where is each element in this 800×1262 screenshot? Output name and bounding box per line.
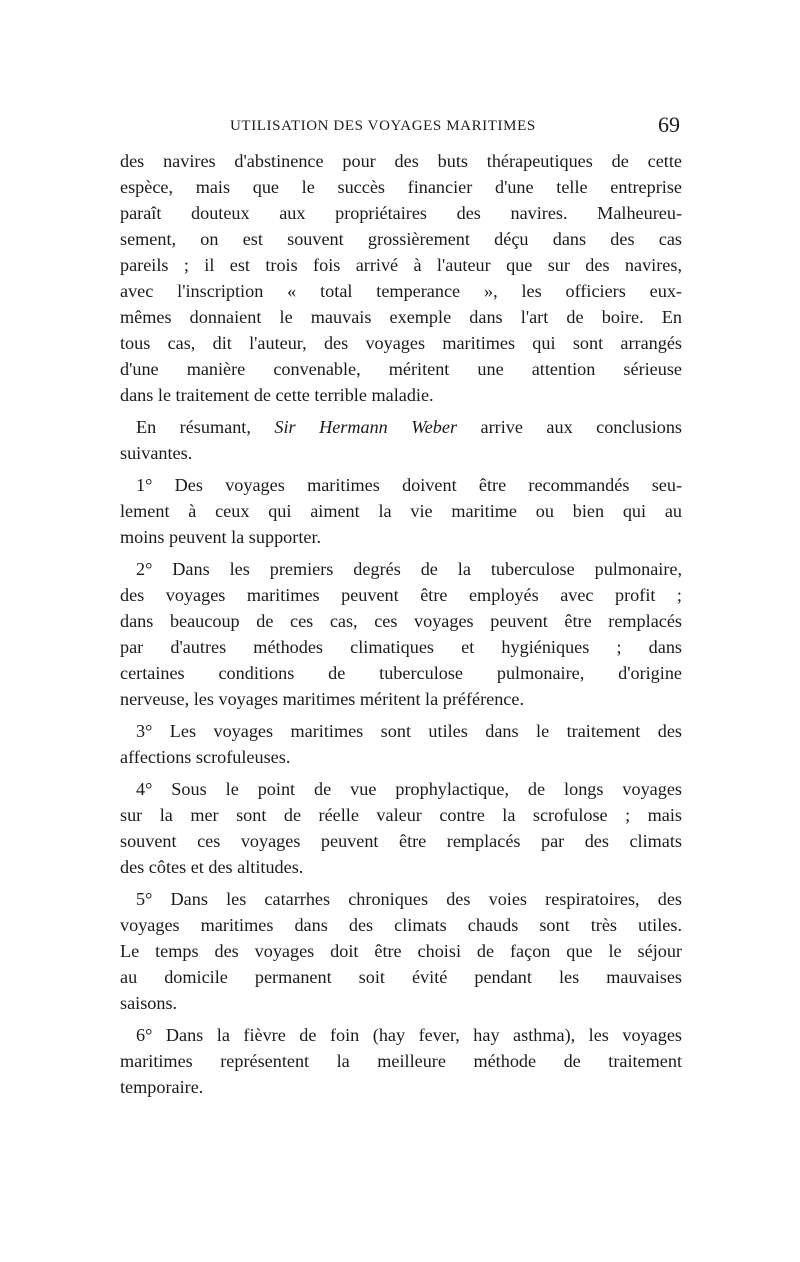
text-line <box>120 414 682 440</box>
text-line: tous cas, dit l'auteur, des voyages maritimes qui sont arrangés <box>120 333 682 353</box>
text-line: pareils ; il est trois fois arrivé à l'auteur que sur des navires, <box>120 255 682 275</box>
text-line: temporaire. <box>120 1077 204 1097</box>
text-line: paraît douteux aux propriétaires des navires. Malheureu- <box>120 203 682 223</box>
author-name: Sir Hermann Weber <box>274 417 458 437</box>
page-number: 69 <box>658 112 680 137</box>
conclusion-item-1 <box>120 472 682 550</box>
text-line: nerveuse, les voyages maritimes méritent la préférence. <box>120 689 524 709</box>
text-line: sur la mer sont de réelle valeur contre la scrofulose ; mais <box>120 805 682 825</box>
text-line: des voyages maritimes peuvent être employés avec profit ; <box>120 585 682 605</box>
paragraph-summary-intro <box>120 414 682 466</box>
text-line: 4° Sous le point de vue prophylactique, de longs voyages <box>136 779 682 799</box>
running-head <box>120 112 682 142</box>
conclusion-item-5 <box>120 886 682 1016</box>
text-line: souvent ces voyages peuvent être remplacés par des climats <box>120 831 682 851</box>
text-line: 3° Les voyages maritimes sont utiles dans le traitement des <box>136 721 682 741</box>
conclusion-item-4 <box>120 776 682 880</box>
text-line: certaines conditions de tuberculose pulmonaire, d'origine <box>120 663 682 683</box>
text-line: dans le traitement de cette terrible maladie. <box>120 385 434 405</box>
body-text <box>120 148 682 1100</box>
text-line: sement, on est souvent grossièrement déçu dans des cas <box>120 229 682 249</box>
text-line: voyages maritimes dans des climats chauds sont très utiles. <box>120 915 682 935</box>
text-line: 2° Dans les premiers degrés de la tuberculose pulmonaire, <box>136 559 682 579</box>
conclusion-item-3 <box>120 718 682 770</box>
text-line: 1° Des voyages maritimes doivent être recommandés seu- <box>136 475 682 495</box>
conclusion-item-6 <box>120 1022 682 1100</box>
text-line: d'une manière convenable, méritent une attention sérieuse <box>120 359 682 379</box>
text-line: dans beaucoup de ces cas, ces voyages peuvent être remplacés <box>120 611 682 631</box>
text-run: En résumant, <box>136 417 251 437</box>
text-line: 6° Dans la fièvre de foin (hay fever, hay asthma), les voyages <box>136 1025 682 1045</box>
text-line: des côtes et des altitudes. <box>120 857 304 877</box>
text-line: par d'autres méthodes climatiques et hygiéniques ; dans <box>120 637 682 657</box>
text-line: avec l'inscription « total temperance », les officiers eux- <box>120 281 682 301</box>
text-line: des navires d'abstinence pour des buts thérapeutiques de cette <box>120 151 682 171</box>
text-line: moins peuvent la supporter. <box>120 527 322 547</box>
text-line: 5° Dans les catarrhes chroniques des voies respiratoires, des <box>136 889 682 909</box>
text-line: maritimes représentent la meilleure méthode de traitement <box>120 1051 682 1071</box>
text-line: suivantes. <box>120 443 193 463</box>
text-line: saisons. <box>120 993 178 1013</box>
text-run: arrive aux conclusions <box>480 417 682 437</box>
running-title: UTILISATION DES VOYAGES MARITIMES <box>230 118 536 134</box>
text-line: espèce, mais que le succès financier d'une telle entreprise <box>120 177 682 197</box>
text-line: affections scrofuleuses. <box>120 747 291 767</box>
text-line: Le temps des voyages doit être choisi de façon que le séjour <box>120 941 682 961</box>
text-line: lement à ceux qui aiment la vie maritime ou bien qui au <box>120 501 682 521</box>
paragraph-continuation <box>120 148 682 408</box>
text-line: au domicile permanent soit évité pendant les mauvaises <box>120 967 682 987</box>
text-line: mêmes donnaient le mauvais exemple dans l'art de boire. En <box>120 307 682 327</box>
conclusion-item-2 <box>120 556 682 712</box>
